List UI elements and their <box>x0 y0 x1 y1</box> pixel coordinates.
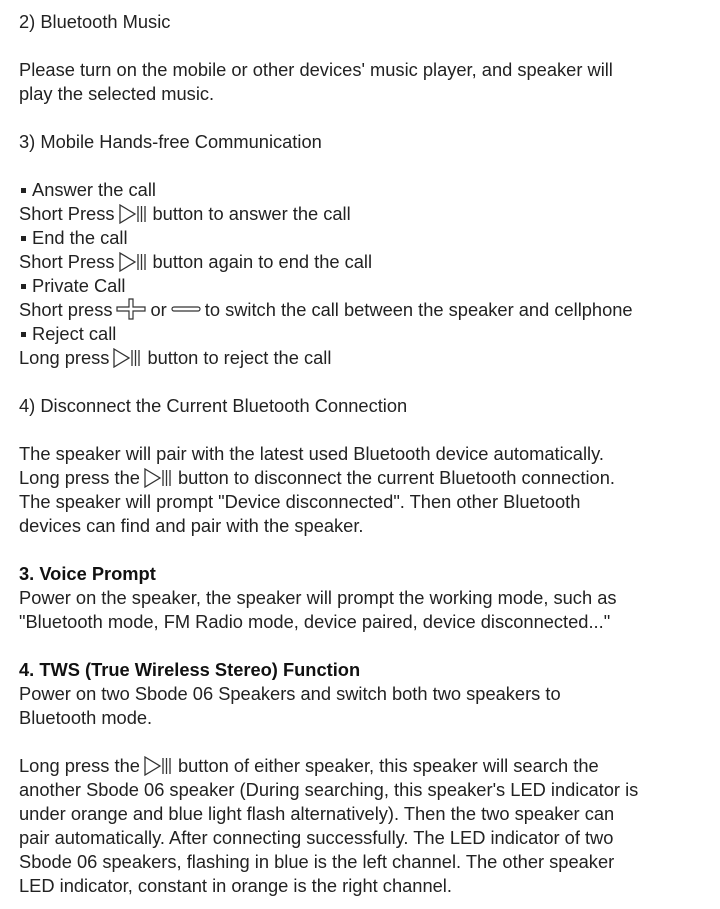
paragraph-line: "Bluetooth mode, FM Radio mode, device paired, device disconnected..." <box>19 611 611 632</box>
text: button to reject the call <box>147 347 332 368</box>
instruction-line <box>19 298 638 322</box>
paragraph-line: another Sbode 06 speaker (During searching, this speaker's LED indicator is <box>19 779 639 800</box>
paragraph-line <box>19 754 638 778</box>
text: Short press <box>19 299 113 320</box>
bullet-icon <box>21 236 26 241</box>
text: Long press the <box>19 467 140 488</box>
play-pause-icon <box>113 348 143 374</box>
paragraph-line: under orange and blue light flash alternatively). Then the two speaker can <box>19 803 615 824</box>
heading-hands-free: 3) Mobile Hands-free Communication <box>19 131 322 152</box>
paragraph-line: devices can find and pair with the speaker. <box>19 515 364 536</box>
text: button to answer the call <box>152 203 351 224</box>
bullet-text: Answer the call <box>32 179 156 200</box>
heading-bluetooth-music: 2) Bluetooth Music <box>19 11 171 32</box>
text: Short Press <box>19 251 115 272</box>
text: Long press the <box>19 755 140 776</box>
instruction-line <box>19 346 638 370</box>
bullet-text: Private Call <box>32 275 126 296</box>
bullet-end <box>19 226 638 250</box>
bullet-private <box>19 274 638 298</box>
text: Short Press <box>19 203 115 224</box>
bullet-text: Reject call <box>32 323 117 344</box>
instruction-line <box>19 250 638 274</box>
text: or <box>150 299 167 320</box>
bullet-icon <box>21 284 26 289</box>
text: button to disconnect the current Bluetooth connection. <box>177 467 615 488</box>
paragraph-line: The speaker will prompt "Device disconnected". Then other Bluetooth <box>19 491 581 512</box>
text: to switch the call between the speaker and cellphone <box>204 299 633 320</box>
text: button of either speaker, this speaker will search the <box>177 755 599 776</box>
paragraph-line: LED indicator, constant in orange is the right channel. <box>19 875 452 896</box>
instruction-line <box>19 202 638 226</box>
paragraph-line: Sbode 06 speakers, flashing in blue is the left channel. The other speaker <box>19 851 615 872</box>
plus-icon <box>116 298 146 326</box>
bullet-icon <box>21 332 26 337</box>
bullet-reject <box>19 322 638 346</box>
paragraph-line: The speaker will pair with the latest used Bluetooth device automatically. <box>19 443 604 464</box>
text: button again to end the call <box>152 251 373 272</box>
bullet-icon <box>21 188 26 193</box>
paragraph-line: Please turn on the mobile or other devices' music player, and speaker will <box>19 59 613 80</box>
minus-icon <box>171 298 201 326</box>
heading-voice-prompt: 3. Voice Prompt <box>19 563 156 584</box>
paragraph-line: pair automatically. After connecting successfully. The LED indicator of two <box>19 827 614 848</box>
heading-disconnect: 4) Disconnect the Current Bluetooth Connection <box>19 395 408 416</box>
paragraph-line: play the selected music. <box>19 83 215 104</box>
bullet-text: End the call <box>32 227 128 248</box>
bullet-answer <box>19 178 638 202</box>
document <box>19 10 638 898</box>
paragraph-line: Power on two Sbode 06 Speakers and switch both two speakers to <box>19 683 561 704</box>
text: Long press <box>19 347 110 368</box>
paragraph-line: Power on the speaker, the speaker will prompt the working mode, such as <box>19 587 617 608</box>
heading-tws: 4. TWS (True Wireless Stereo) Function <box>19 659 361 680</box>
paragraph-line <box>19 466 638 490</box>
paragraph-line: Bluetooth mode. <box>19 707 153 728</box>
